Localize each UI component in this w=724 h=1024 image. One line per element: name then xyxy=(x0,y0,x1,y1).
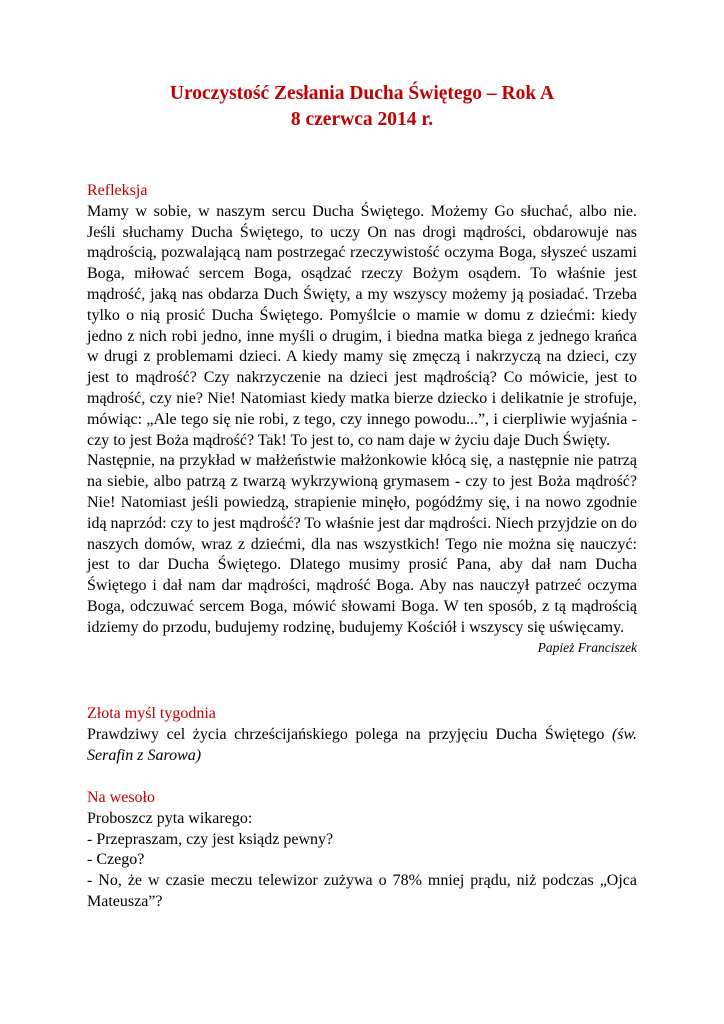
thought-section xyxy=(87,704,637,766)
joke-line: - No, że w czasie meczu telewizor zużywa o 78% mniej prądu, niż podczas „Ojca Mateusza”? xyxy=(87,872,637,910)
reflection-heading: Refleksja xyxy=(87,182,148,199)
thought-heading: Złota myśl tygodnia xyxy=(87,705,216,722)
joke-line: Proboszcz pyta wikarego: xyxy=(87,809,253,827)
reflection-signature: Papież Franciszek xyxy=(537,639,637,655)
joke-line: - Przepraszam, czy jest ksiądz pewny? xyxy=(87,830,334,848)
reflection-section xyxy=(87,181,637,657)
document-date: 8 czerwca 2014 r. xyxy=(290,109,434,130)
document-title: Uroczystość Zesłania Ducha Świętego – Rok A xyxy=(169,83,555,104)
reflection-paragraph-1: Mamy w sobie, w naszym sercu Ducha Świętego. Możemy Go słuchać, albo nie. Jeśli słuchamy Ducha Świętego, to uczy On nas drogi mądrości, obdarowuje nas mądrością, pozwalającą nam postrzegać rzeczywistość oczyma Boga, słyszeć uszami Boga, miłować sercem Boga, osądzać rzeczy Bożym osądem. To właśnie jest mądrość, jaką nas obdarza Duch Święty, a my wszyscy możemy ją posiadać. Trzeba tylko o nią prosić Ducha Świętego. Pomyślcie o mamie w domu z dziećmi: kiedy jedno z nich robi jedno, inne myśli o drugim, i biedna matka biega z jednego krańca w drugi z problemami dzieci. A kiedy mamy się zmęczą i nakrzyczą na dzieci, czy jest to mądrość? Czy nakrzyczenie na dzieci jest mądrością? Co mówicie, jest to mądrość, czy nie? Nie! Natomiast kiedy matka bierze dziecko i delikatnie je strofuje, mówiąc: „Ale tego się nie robi, z tego, czy innego powodu...”, i cierpliwie wyjaśnia - czy to jest Boża mądrość? Tak! To jest to, co nam daje w życiu daje Duch Święty. xyxy=(87,202,637,449)
reflection-paragraph-2: Następnie, na przykład w małżeństwie małżonkowie kłócą się, a następnie nie patrzą na siebie, albo patrzą z twarzą wykrzywioną grymasem - czy to jest Boża mądrość? Nie! Natomiast jeśli powiedzą, strapienie minęło, pogódźmy się, i na nowo zgodnie idą naprzód: czy to jest mądrość? To właśnie jest dar mądrości. Niech przyjdzie on do naszych domów, wraz z dziećmi, dla nas wszystkich! Tego nie można się nauczyć: jest to dar Ducha Świętego. Dlatego musimy prosić Pana, aby dał nam Ducha Świętego i dał nam dar mądrości, mądrość Boga. Aby nas nauczył patrzeć oczyma Boga, odczuwać sercem Boga, mówić słowami Boga. W ten sposób, z tą mądrością idziemy do przodu, budujemy rodzinę, budujemy Kościół i wszyscy się uświęcamy. xyxy=(87,452,637,636)
thought-attribution: (św. Serafin z Sarowa) xyxy=(87,725,638,764)
joke-line: - Czego? xyxy=(87,851,145,869)
thought-text: Prawdziwy cel życia chrześcijańskiego polega na przyjęciu Ducha Świętego xyxy=(87,725,605,743)
joke-section xyxy=(87,788,637,913)
joke-heading: Na wesoło xyxy=(87,789,155,806)
